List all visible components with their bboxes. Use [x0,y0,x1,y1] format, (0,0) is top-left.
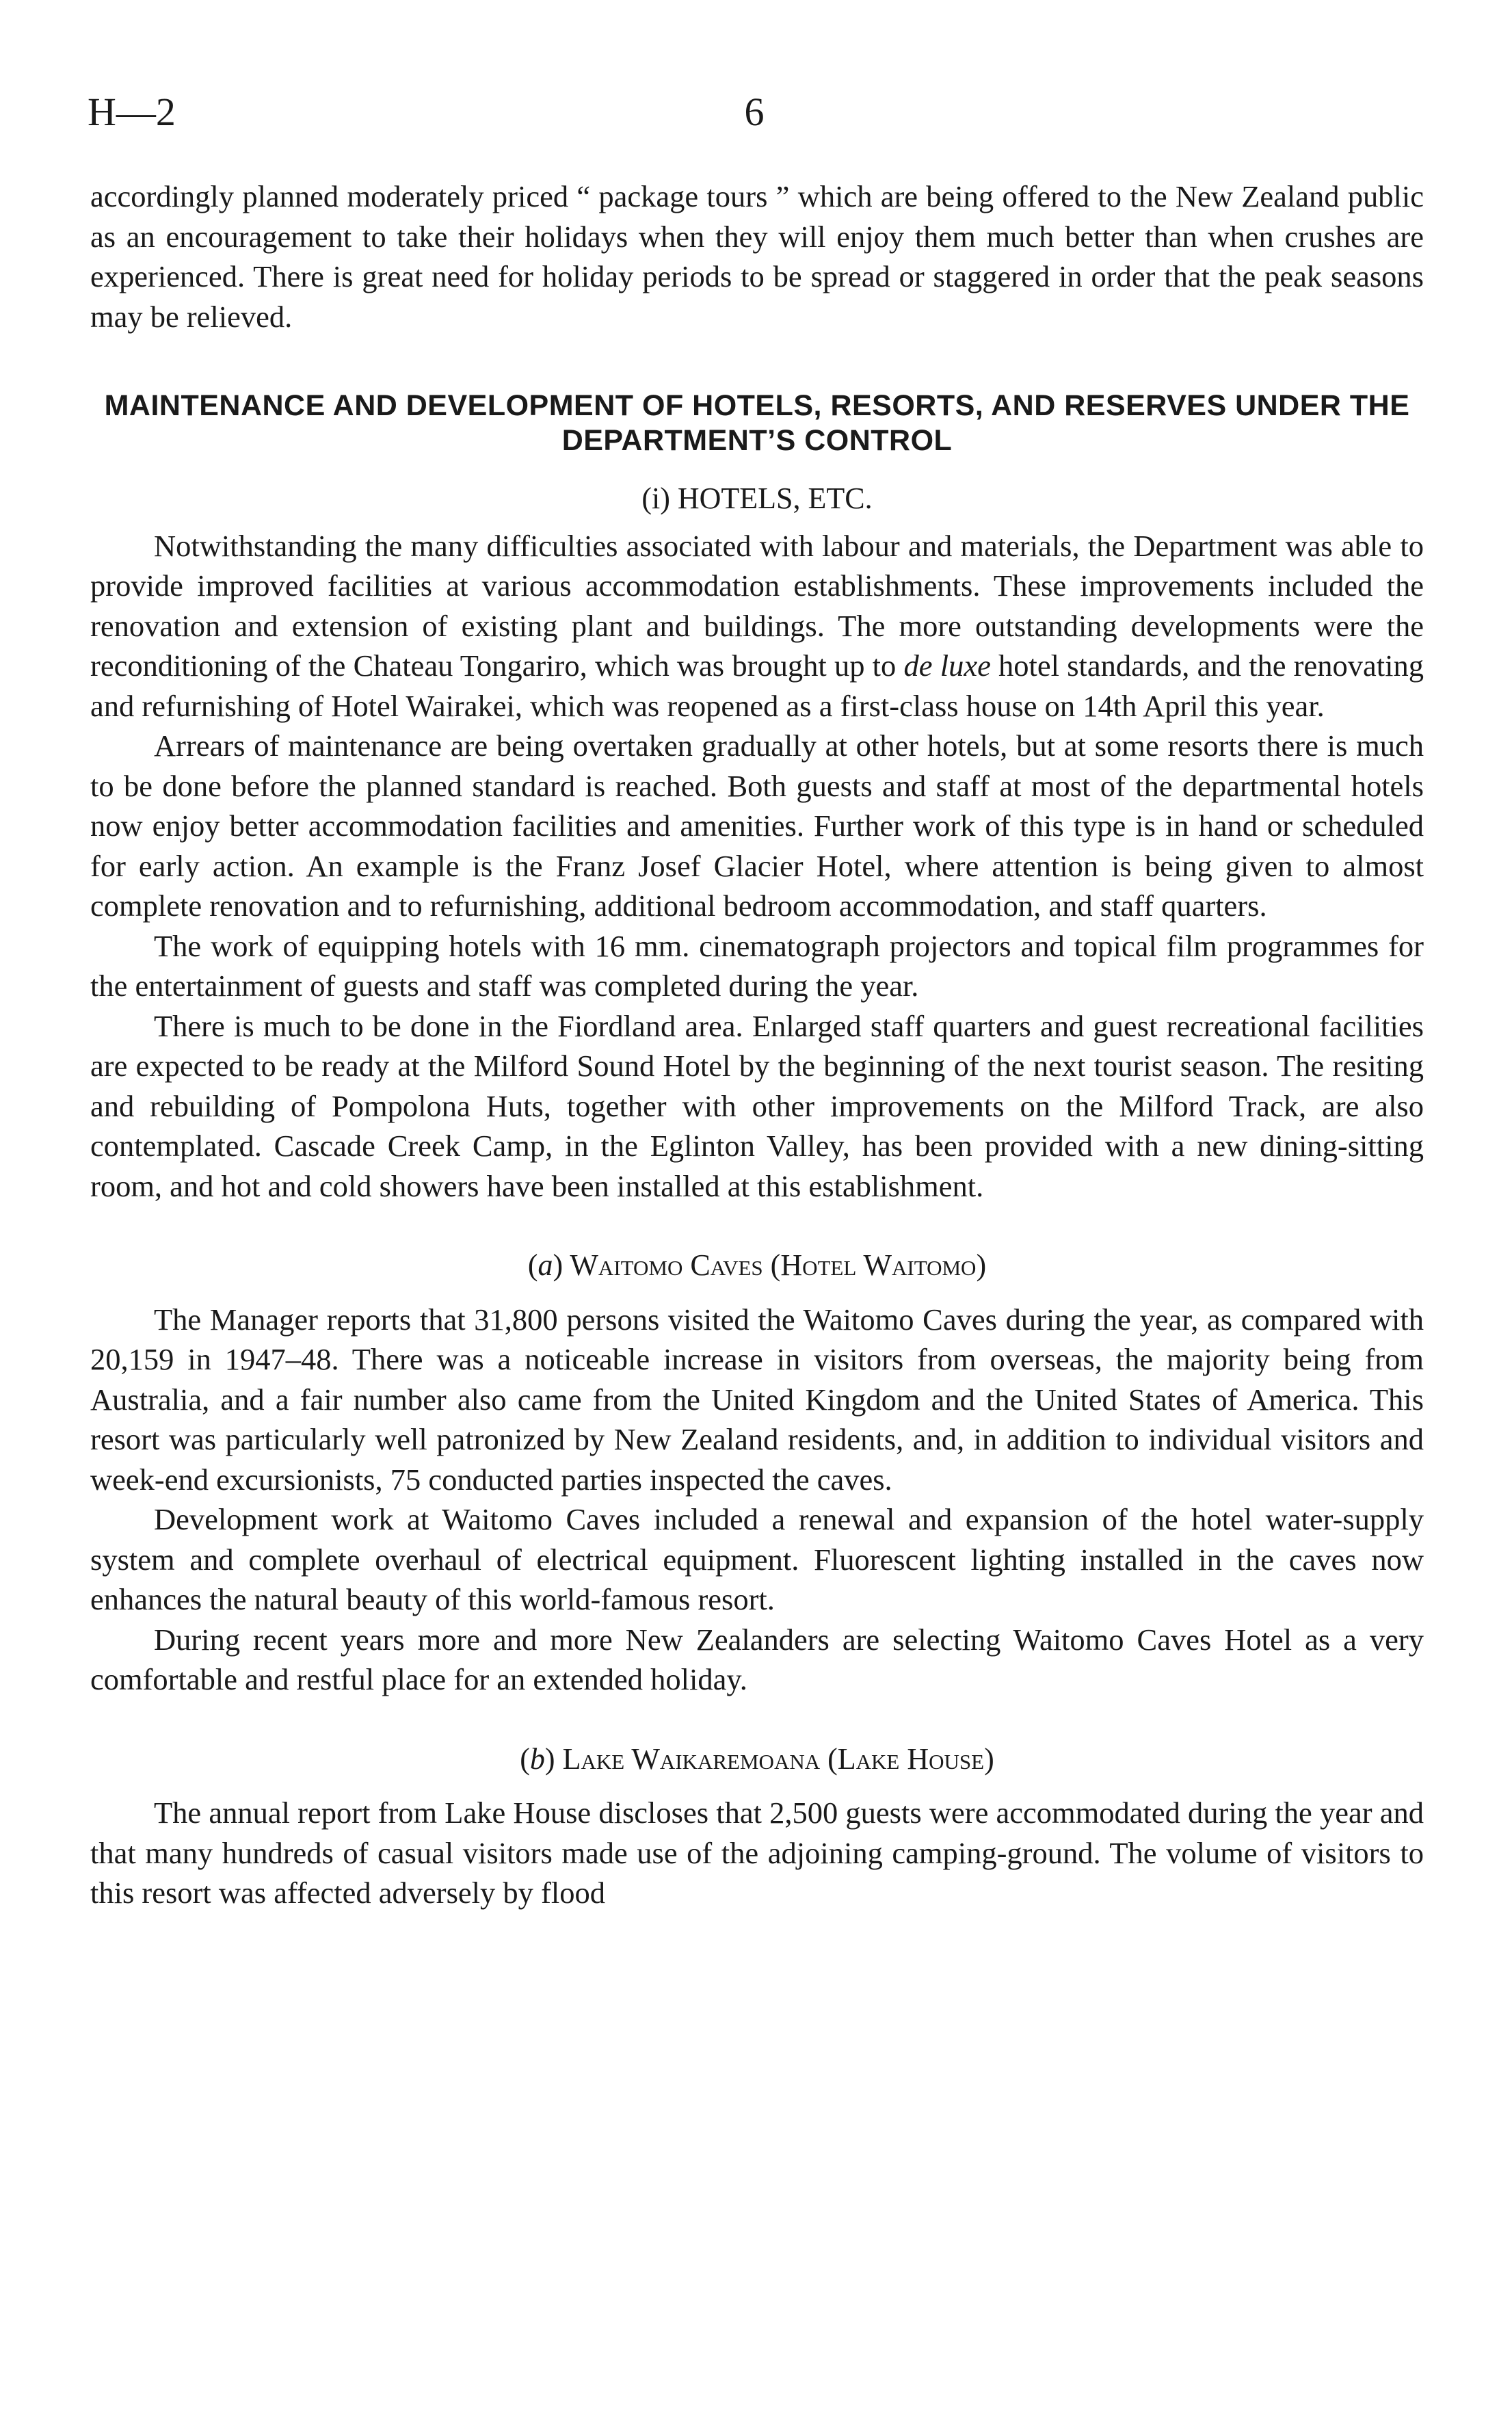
waitomo-paragraph-2: Development work at Waitomo Caves included a renewal and expansion of the hotel water-supply system and complete overhaul of electrical equipment. Fluorescent lighting installed in the caves now enhances the natural beauty of this world-famous resort. [90,1502,1424,1616]
page-header [88,89,1421,144]
waikaremoana-label-letter: b [529,1742,545,1776]
waitomo-paragraph-3: During recent years more and more New Zealanders are selecting Waitomo Caves Hotel as a very comfortable and restful place for an extended holiday. [90,1622,1424,1696]
waikaremoana-paragraph-1: The annual report from Lake House discloses that 2,500 guests were accommodated during the year and that many hundreds of casual visitors made use of the adjoining camping-ground. The volume of visitors to this resort was affected adversely by flood [90,1796,1424,1910]
waitomo-heading: (a) Waitomo Caves (Hotel Waitomo) [527,1248,987,1282]
hotels-paragraph-1 [90,526,1424,726]
hotels-p1-text-a: Notwithstanding the many difficulties associated with labour and materials, the Department was able to provide improved facilities at various accommodation establishments. These improvements included the renovation and extension of existing plant and buildings. The more outstanding developments were the reconditioning of the Chateau Tongariro, which was brought up to [90,528,1424,683]
main-heading: MAINTENANCE AND DEVELOPMENT OF HOTELS, RESORTS, AND RESERVES UNDER THE DEPARTMENT’S CONTROL [104,389,1410,457]
waitomo-title: Waitomo Caves (Hotel Waitomo) [570,1248,987,1282]
waitomo-paragraph-1: The Manager reports that 31,800 persons visited the Waitomo Caves during the year, as compared with 20,159 in 1947–48. There was a noticeable increase in visitors from overseas, the majority being from Australia, and a fair number also came from the United Kingdom and the United States of America. This resort was particularly well patronized by New Zealand residents, and, in addition to individual visitors and week-end excursionists, 75 conducted parties inspected the caves. [90,1302,1424,1497]
hotels-heading: (i) HOTELS, ETC. [641,482,873,515]
intro-paragraph: accordingly planned moderately priced “ package tours ” which are being offered to the New Zealand public as an encouragement to take their holidays when they will enjoy them much better than when crushes are experienced. There is great need for holiday periods to be spread or staggered in order that the peak seasons may be relieved. [90,179,1424,334]
page-body [90,176,1424,1913]
hotels-p1-text-b: hotel standards, and the renovating and refurnishing of Hotel Wairakei, which was reopened as a first-class house on 14th April this year. [90,648,1424,723]
hotels-paragraph-4: There is much to be done in the Fiordland area. Enlarged staff quarters and guest recreational facilities are expected to be ready at the Milford Sound Hotel by the beginning of the next tourist season. The resiting and rebuilding of Pompolona Huts, together with other improvements on the Milford Track, are also contemplated. Cascade Creek Camp, in the Eglinton Valley, has been provided with a new dining-sitting room, and hot and cold showers have been installed at this establishment. [90,1008,1424,1203]
waikaremoana-title: Lake Waikaremoana (Lake House) [562,1742,994,1776]
page-number: 6 [744,90,765,134]
waitomo-label-letter: a [538,1248,553,1282]
document-code: H—2 [88,90,176,134]
de-luxe-phrase: de luxe [903,648,991,683]
hotels-paragraph-3: The work of equipping hotels with 16 mm. cinematograph projectors and topical film programmes for the entertainment of guests and staff was completed during the year. [90,928,1424,1003]
hotels-paragraph-2: Arrears of maintenance are being overtaken gradually at other hotels, but at some resorts there is much to be done before the planned standard is reached. Both guests and staff at most of the departmental hotels now enjoy better accommodation facilities and amenities. Further work of this type is in hand or scheduled for early action. An example is the Franz Josef Glacier Hotel, where attention is being given to almost complete renovation and to refurnishing, additional bedroom accommodation, and staff quarters. [90,728,1424,923]
waikaremoana-heading: (b) Lake Waikaremoana (Lake House) [520,1742,994,1776]
